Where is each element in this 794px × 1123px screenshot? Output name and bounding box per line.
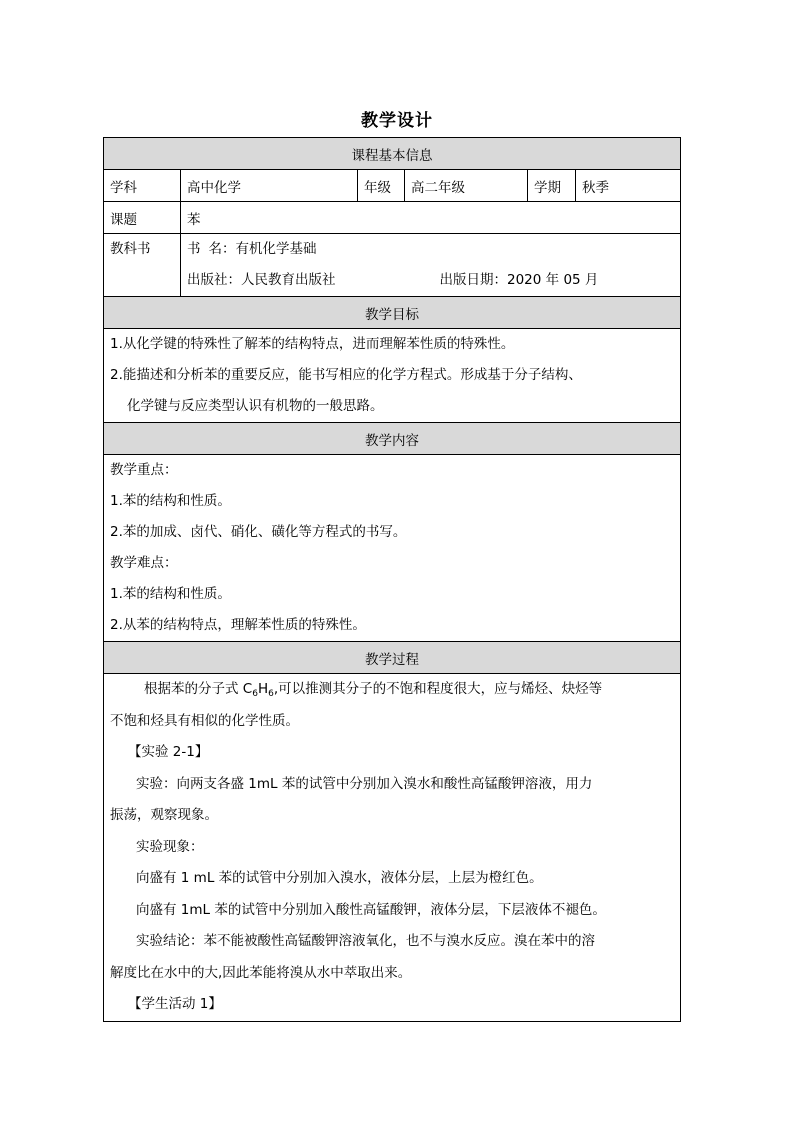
topic-row <box>104 202 681 234</box>
phenomenon-label: 实验现象： <box>136 838 204 855</box>
difficult-point-2: 2.从苯的结构特点，理解苯性质的特殊性。 <box>110 617 366 633</box>
goal-item-2-line-1: 2.能描述和分析苯的重要反应，能书写相应的化学方程式。形成基于分子结构、 <box>110 367 582 383</box>
book-name-label: 书 <box>187 241 201 257</box>
basic-info-header-row <box>104 138 681 170</box>
process-header-row <box>104 642 681 674</box>
key-points-label: 教学重点： <box>110 462 178 478</box>
phenomenon-1: 向盛有 1 mL 苯的试管中分别加入溴水，液体分层，上层为橙红色。 <box>136 870 543 886</box>
process-row <box>104 674 681 1022</box>
book-name-value: 有机化学基础 <box>235 241 317 257</box>
goals-row <box>104 329 681 423</box>
grade-value: 高二年级 <box>405 170 528 202</box>
content-cell <box>104 455 681 642</box>
goal-item-1: 1.从化学键的特殊性了解苯的结构特点，进而理解苯性质的特殊性。 <box>110 336 515 352</box>
key-point-1: 1.苯的结构和性质。 <box>110 493 231 509</box>
goals-header: 教学目标 <box>104 297 681 329</box>
term-value: 秋季 <box>576 170 681 202</box>
textbook-label-cell <box>104 234 181 297</box>
content-row <box>104 455 681 642</box>
publication-date: 出版日期：2020 年 05 月 <box>439 272 599 288</box>
difficult-point-1: 1.苯的结构和性质。 <box>110 586 231 602</box>
subject-label: 学科 <box>104 170 181 202</box>
content-header-row <box>104 423 681 455</box>
formula-intro: 根据苯的分子式 C <box>144 681 253 697</box>
goals-header-row <box>104 297 681 329</box>
phenomenon-2: 向盛有 1mL 苯的试管中分别加入酸性高锰酸钾，液体分层，下层液体不褪色。 <box>136 901 606 918</box>
process-cell <box>104 674 681 1022</box>
conclusion-line-2: 解度比在水中的大,因此苯能将溴从水中萃取出来。 <box>110 964 412 981</box>
formula-subscript-c: 6 <box>252 689 258 699</box>
lesson-plan-table <box>103 137 681 1022</box>
topic-value: 苯 <box>181 202 681 234</box>
subject-value: 高中化学 <box>181 170 358 202</box>
textbook-info-cell <box>181 234 681 297</box>
subject-row <box>104 170 681 202</box>
basic-info-header: 课程基本信息 <box>104 138 681 170</box>
book-name-label-2: 名： <box>208 241 236 257</box>
goal-item-2-line-2: 化学键与反应类型认识有机物的一般思路。 <box>127 398 384 414</box>
document-title: 教学设计 <box>361 111 433 131</box>
process-header: 教学过程 <box>104 642 681 674</box>
formula-subscript-h: 6 <box>268 689 274 699</box>
content-header: 教学内容 <box>104 423 681 455</box>
topic-label: 课题 <box>104 202 181 234</box>
conclusion-line-1: 实验结论：苯不能被酸性高锰酸钾溶液氧化，也不与溴水反应。溴在苯中的溶 <box>136 933 595 949</box>
experiment-line-1: 实验：向两支各盛 1mL 苯的试管中分别加入溴水和酸性高锰酸钾溶液，用力 <box>136 775 593 792</box>
student-activity-title: 【学生活动 1】 <box>128 996 222 1012</box>
publisher-line <box>187 265 674 296</box>
process-paragraph-1-line-2: 不饱和烃具有相似的化学性质。 <box>110 712 299 729</box>
experiment-line-2: 振荡，观察现象。 <box>110 807 218 823</box>
textbook-label: 教科书 <box>110 241 151 257</box>
key-point-2: 2.苯的加成、卤代、硝化、磺化等方程式的书写。 <box>110 524 407 540</box>
term-label: 学期 <box>528 170 576 202</box>
textbook-row <box>104 234 681 297</box>
process-paragraph-1-line-1 <box>110 674 674 706</box>
difficult-points-label: 教学难点： <box>110 555 178 571</box>
paragraph-1-rest: ,可以推测其分子的不饱和程度很大，应与烯烃、炔烃等 <box>273 681 603 697</box>
goals-cell <box>104 329 681 423</box>
experiment-title: 【实验 2-1】 <box>128 744 209 760</box>
formula-h: H <box>257 681 269 697</box>
book-name-line <box>187 234 674 265</box>
grade-label: 年级 <box>358 170 405 202</box>
publisher-text: 出版社：人民教育出版社 <box>187 272 336 288</box>
